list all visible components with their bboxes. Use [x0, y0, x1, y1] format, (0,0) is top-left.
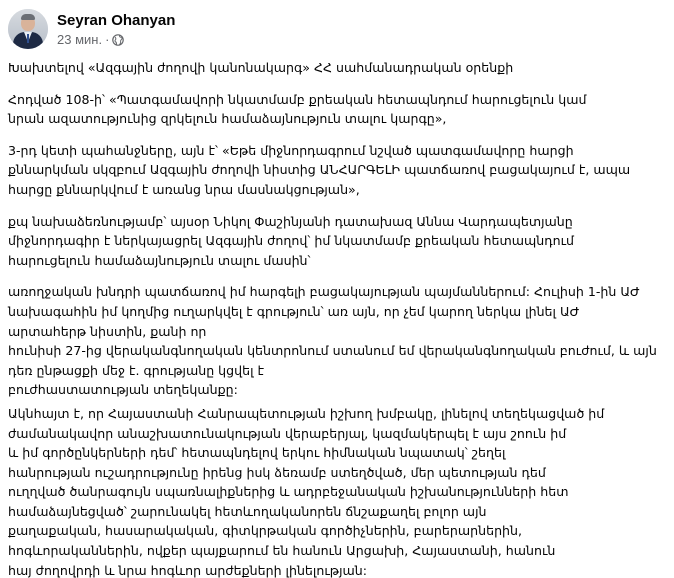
text-line: հանրության ուշադրությունը իրենց իսկ ձեռամբ ստեղծված, մեր պետության դեմ — [8, 464, 546, 480]
post-paragraph — [8, 58, 658, 78]
text-line: քննարկման սկզբում Ազգային ժողովի նիստից ԱՆՀԱՐԳԵԼԻ պատճառով բացակայում է, ապա — [8, 162, 631, 178]
globe-icon[interactable] — [112, 34, 124, 46]
post-timestamp[interactable]: 23 мин. — [57, 31, 103, 47]
text-line: քպ նախաձեռնությամբ՝ այսօր Նիկոլ Փաշինյանի դատախազ Աննա Վարդապետյանը — [8, 213, 573, 229]
text-line: և իմ գործընկերների դեմ՝ հետապնդելով երկու հիմնական նպատակ՝ շեղել — [8, 445, 506, 461]
text-line: ժամանակավոր անաշխատունակության վերաբերյալ, կազմակերպել է այս շոուն իմ — [8, 425, 567, 441]
text-line: հարցը քննարկվում է առանց նրա մասնակցության», — [8, 181, 360, 197]
text-line: Խախտելով «Ազգային ժողովի կանոնակարգ» ՀՀ սահմանադրական օրենքի — [8, 60, 514, 75]
post-header — [8, 6, 666, 52]
text-line: առողջական խնդրի պատճառով իմ հարգելի բացակայության պայմաններում: Հուլիսի 1-ին ԱԺ — [8, 284, 640, 300]
post-paragraph — [8, 404, 658, 578]
text-line: համաձայնեցված՝ շարունակել հետևողականորեն ճնշաքաղել բոլոր այն — [8, 503, 487, 519]
post-paragraph — [8, 282, 658, 400]
text-line: միջնորդագիր է ներկայացրել Ազգային ժողով՝ իմ նկատմամբ քրեական հետապնդում — [8, 233, 575, 249]
text-line: դեռ ընթացքի մեջ է. գրությանը կցվել է — [8, 362, 265, 378]
text-line: հայ ժողովրդի և նրա հոգևոր արժեքների լինելության: — [8, 562, 368, 578]
post-paragraph — [8, 212, 658, 271]
text-line: հոգևորականներին, ովքեր պայքարում են հանուն Արցախի, Հայաստանի, հանուն — [8, 543, 556, 559]
post-subline — [57, 32, 175, 48]
text-line: նրան ազատությունից զրկելուն համաձայնություն տալու կարգը», — [8, 111, 447, 127]
text-line: հարուցելուն համաձայնություն տալու մասին՝ — [8, 252, 311, 268]
author-avatar[interactable] — [8, 9, 48, 49]
post-paragraph — [8, 141, 658, 200]
text-line: 3-րդ կետի պահանջները, այն է՝ «Եթե միջնորդագրում նշված պատգամավորը հարցի — [8, 142, 574, 158]
text-line: հունիսի 27-ից վերականգնողական կենտրոնում ստանում եմ վերականգնողական բուժում, և այն — [8, 343, 657, 359]
text-line: նախագահին իմ կողմից ուղարկվել է գրություն՝ առ այն, որ չեմ կարող ներկա լինել ԱԺ — [8, 303, 580, 319]
text-line: արտահերթ նիստին, քանի որ — [8, 323, 207, 339]
author-name[interactable]: Seyran Ohanyan — [57, 11, 176, 29]
text-line: բուժհաստատության տեղեկանքը: — [8, 382, 238, 398]
text-line: քաղաքական, հասարակական, գիտկրթական գործիչներին, բարերարներին, — [8, 523, 523, 539]
text-line: Հոդված 108-ի՝ «Պատգամավորի նկատմամբ քրեական հետապնդում հարուցելուն կամ — [8, 91, 587, 107]
post-text — [8, 58, 658, 578]
text-line: Ակնհայտ է, որ Հայաստանի Հանրապետության իշխող խմբակը, լինելով տեղեկացված իմ — [8, 405, 605, 421]
meta-separator: · — [105, 31, 110, 47]
post-paragraph — [8, 90, 658, 129]
post-meta — [57, 11, 175, 48]
text-line: ուղղված ծանրագույն սպառնալիքներից և ադրբեջանական իշխանությունների հետ — [8, 484, 569, 500]
